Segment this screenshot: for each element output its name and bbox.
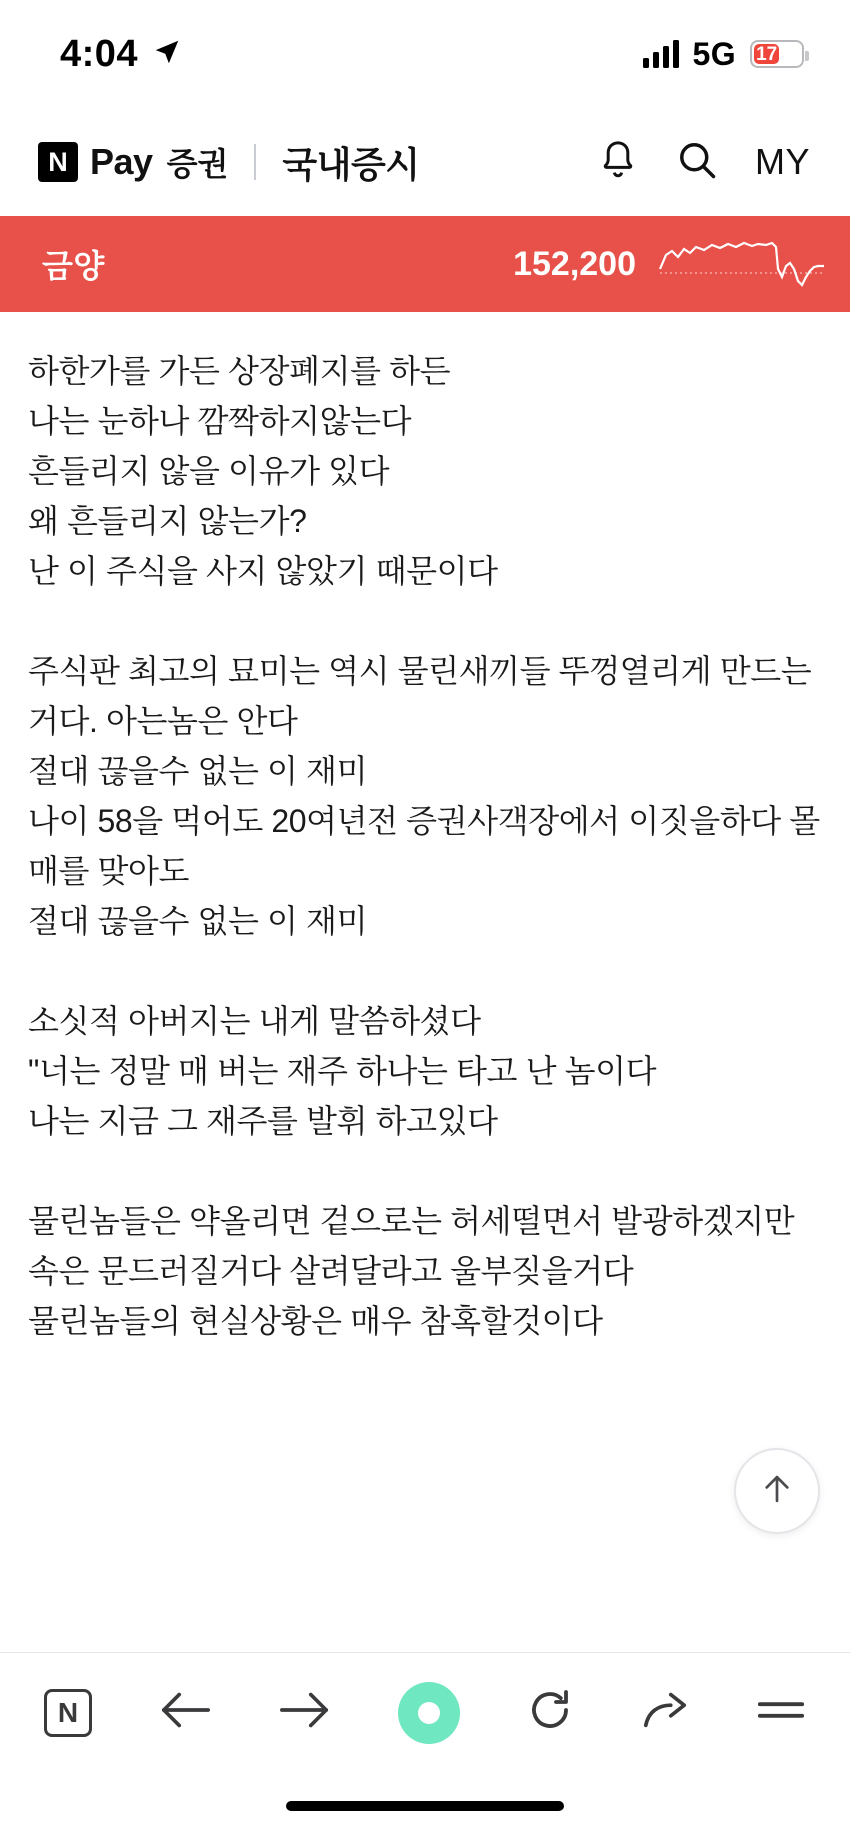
post-line: 절대 끊을수 없는 이 재미 xyxy=(28,753,368,789)
header-actions xyxy=(597,137,810,188)
reload-icon[interactable] xyxy=(526,1686,574,1739)
battery-fill xyxy=(754,44,779,64)
post-line: 나이 58을 먹어도 20여년전 증권사객장에서 이짓을하다 몰매를 맞아도 xyxy=(28,803,820,889)
scroll-to-top-button[interactable] xyxy=(734,1448,820,1534)
ticker-price: 152,200 xyxy=(513,244,636,283)
my-menu-button[interactable]: MY xyxy=(755,141,810,182)
post-line: 난 이 주식을 사지 않았기 때문이다 xyxy=(28,553,498,589)
arrow-up-icon xyxy=(758,1470,796,1513)
naver-logo-icon: N xyxy=(38,142,78,182)
hamburger-menu-icon[interactable] xyxy=(756,1694,806,1731)
post-blank-line xyxy=(28,1146,822,1196)
post-blank-line xyxy=(28,596,822,646)
status-bar-left xyxy=(60,33,182,76)
post-blank-line xyxy=(28,946,822,996)
status-time: 4:04 xyxy=(60,32,139,75)
browser-toolbar xyxy=(0,1652,850,1772)
share-icon[interactable] xyxy=(640,1688,690,1737)
post-line: 왜 흔들리지 않는가? xyxy=(28,503,307,539)
battery-percent: 17 xyxy=(756,43,778,65)
brand-divider xyxy=(254,144,256,180)
sparkline-chart xyxy=(658,233,826,295)
home-indicator[interactable] xyxy=(286,1801,564,1811)
app-header xyxy=(0,108,850,216)
stock-ticker-banner[interactable] xyxy=(0,216,850,312)
home-indicator-area xyxy=(0,1772,850,1840)
post-line: 흔들리지 않을 이유가 있다 xyxy=(28,453,390,489)
post-line: 속은 문드러질거다 살려달라고 울부짖을거다 xyxy=(28,1253,634,1289)
post-line: 소싯적 아버지는 내게 말씀하셨다 xyxy=(28,1003,481,1039)
post-line: 나는 눈하나 깜짝하지않는다 xyxy=(28,403,412,439)
status-bar xyxy=(0,0,850,108)
cellular-signal-icon xyxy=(643,40,679,68)
post-line: 주식판 최고의 묘미는 역시 물린새끼들 뚜껑열리게 만드는거다. 아는놈은 안다 xyxy=(28,653,812,739)
battery-icon xyxy=(750,40,804,68)
location-arrow-icon xyxy=(152,37,182,72)
brand-pay-label: Pay xyxy=(90,141,153,182)
ticker-name: 금양 xyxy=(42,248,105,284)
post-paragraphs xyxy=(28,346,822,1346)
post-content xyxy=(0,312,850,1652)
bell-icon[interactable] xyxy=(597,137,639,188)
post-line: 물린놈들의 현실상황은 매우 참혹할것이다 xyxy=(28,1303,603,1339)
arrow-left-icon[interactable] xyxy=(158,1688,212,1737)
post-line: 절대 끊을수 없는 이 재미 xyxy=(28,903,368,939)
arrow-right-icon[interactable] xyxy=(278,1688,332,1737)
post-line: 물린놈들은 약올리면 겉으로는 허세떨면서 발광하겠지만 xyxy=(28,1203,795,1239)
post-line: 나는 지금 그 재주를 발휘 하고있다 xyxy=(28,1103,498,1139)
brand-area[interactable] xyxy=(38,137,420,188)
naver-home-button[interactable]: N xyxy=(44,1689,92,1737)
brand-securities-label: 증권 xyxy=(166,146,229,182)
ticker-right xyxy=(513,233,826,295)
section-title: 국내증시 xyxy=(282,143,420,185)
record-button-icon[interactable] xyxy=(398,1682,460,1744)
search-icon[interactable] xyxy=(675,138,719,187)
post-line: 하한가를 가든 상장폐지를 하든 xyxy=(28,353,451,389)
post-line: "너는 정말 매 버는 재주 하나는 타고 난 놈이다 xyxy=(28,1053,657,1089)
status-bar-right xyxy=(643,36,805,73)
network-type-label: 5G xyxy=(692,35,736,72)
